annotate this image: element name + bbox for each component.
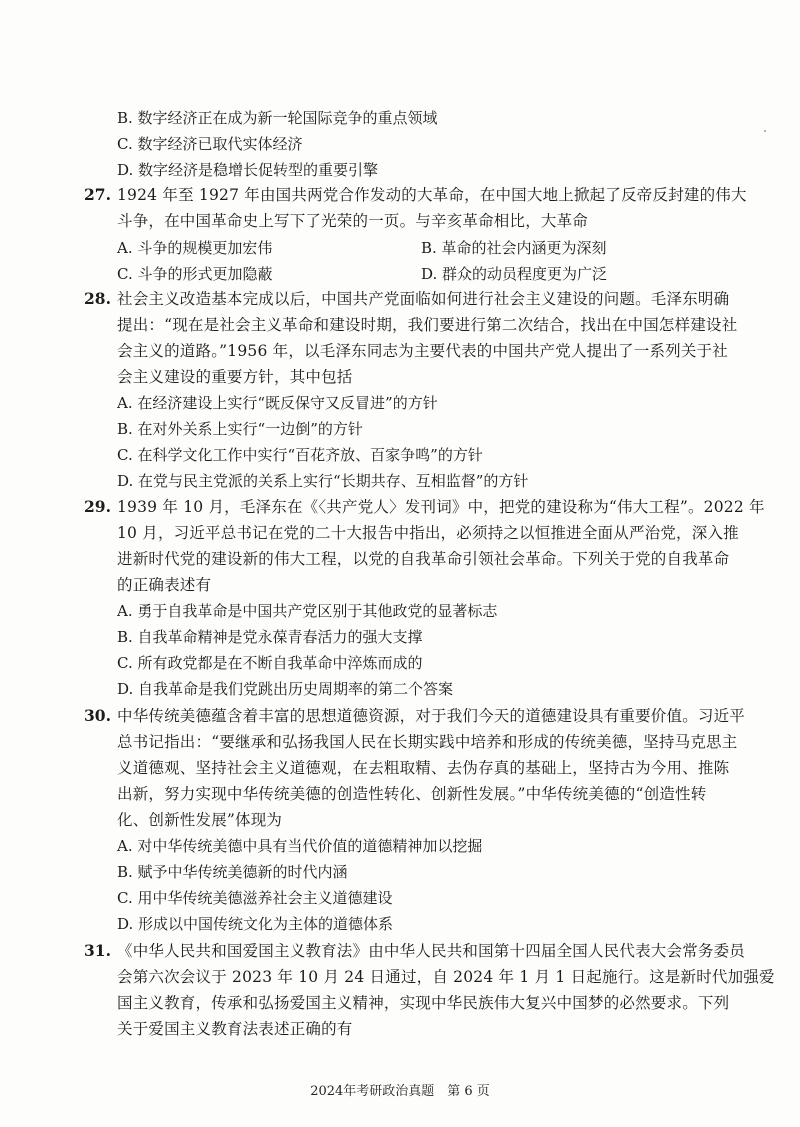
q31-stem-line: 国主义教育，传承和弘扬爱国主义精神，实现中华民族伟大复兴中国梦的必然要求。下列 xyxy=(117,994,730,1012)
q29-option-d: D. 自我革命是我们党跳出历史周期率的第二个答案 xyxy=(117,680,454,698)
q28-option-c: C. 在科学文化工作中实行“百花齐放、百家争鸣”的方针 xyxy=(117,446,483,464)
scan-speck xyxy=(764,130,766,132)
q26-option-d: D. 数字经济是稳增长促转型的重要引擎 xyxy=(117,161,379,179)
q26-option-b: B. 数字经济正在成为新一轮国际竞争的重点领域 xyxy=(117,109,438,127)
q29-option-b: B. 自我革命精神是党永葆青春活力的强大支撑 xyxy=(117,628,423,646)
q31-stem-line: 关于爱国主义教育法表述正确的有 xyxy=(117,1020,353,1038)
q28-option-a: A. 在经济建设上实行“既反保守又反冒进”的方针 xyxy=(117,394,438,412)
q28-option-b: B. 在对外关系上实行“一边倒”的方针 xyxy=(117,420,363,438)
q29-option-a: A. 勇于自我革命是中国共产党区别于其他政党的显著标志 xyxy=(117,602,498,620)
q30-stem-line: 中华传统美德蕴含着丰富的思想道德资源，对于我们今天的道德建设具有重要价值。习近平 xyxy=(117,707,746,725)
q26-option-c: C. 数字经济已取代实体经济 xyxy=(117,135,303,153)
q31-number: 31. xyxy=(84,941,111,960)
q31-stem-line: 《中华人民共和国爱国主义教育法》由中华人民共和国第十四届全国人民代表大会常务委员 xyxy=(117,942,746,960)
q30-option-b: B. 赋予中华传统美德新的时代内涵 xyxy=(117,863,348,881)
q29-option-c: C. 所有政党都是在不断自我革命中淬炼而成的 xyxy=(117,654,423,672)
q30-stem-line: 化、创新性发展”体现为 xyxy=(117,811,283,829)
q30-option-a: A. 对中华传统美德中具有当代价值的道德精神加以挖掘 xyxy=(117,837,483,855)
q28-stem-line: 会主义建设的重要方针，其中包括 xyxy=(117,368,353,386)
q27-option-a: A. 斗争的规模更加宏伟 xyxy=(117,239,273,257)
q28-number: 28. xyxy=(84,289,111,308)
q30-option-d: D. 形成以中国传统文化为主体的道德体系 xyxy=(117,915,394,933)
q27-option-d: D. 群众的动员程度更为广泛 xyxy=(421,265,608,283)
q29-stem-line: 10 月，习近平总书记在党的二十大报告中指出，必须持之以恒推进全面从严治党，深入推 xyxy=(117,524,739,542)
q27-number: 27. xyxy=(84,185,111,204)
q27-stem-line: 斗争，在中国革命史上写下了光荣的一页。与辛亥革命相比，大革命 xyxy=(117,212,589,230)
page-footer: 2024年考研政治真题 第 6 页 xyxy=(310,1084,490,1099)
q29-number: 29. xyxy=(84,497,111,516)
q31-stem-line: 会第六次会议于 2023 年 10 月 24 日通过，自 2024 年 1 月 1 日起施行。这是新时代加强爱 xyxy=(117,968,775,986)
q28-stem-line: 社会主义改造基本完成以后，中国共产党面临如何进行社会主义建设的问题。毛泽东明确 xyxy=(117,290,730,308)
q27-stem-line: 1924 年至 1927 年由国共两党合作发动的大革命，在中国大地上掀起了反帝反封建的伟大 xyxy=(117,186,747,204)
q28-stem-line: 会主义的道路。”1956 年，以毛泽东同志为主要代表的中国共产党人提出了一系列关于社 xyxy=(117,342,728,360)
q28-stem-line: 提出：“现在是社会主义革命和建设时期，我们要进行第二次结合，找出在中国怎样建设社 xyxy=(117,316,738,334)
q29-stem-line: 1939 年 10 月，毛泽东在《〈共产党人〉发刊词》中，把党的建设称为“伟大工程”。2022 年 xyxy=(117,498,765,516)
q29-stem-line: 进新时代党的建设新的伟大工程，以党的自我革命引领社会革命。下列关于党的自我革命 xyxy=(117,550,730,568)
q30-stem-line: 总书记指出：“要继承和弘扬我国人民在长期实践中培养和形成的传统美德，坚持马克思主 xyxy=(117,733,738,751)
q29-stem-line: 的正确表述有 xyxy=(117,576,212,594)
q30-stem-line: 出新，努力实现中华传统美德的创造性转化、创新性发展。”中华传统美德的“创造性转 xyxy=(117,785,707,803)
q28-option-d: D. 在党与民主党派的关系上实行“长期共存、互相监督”的方针 xyxy=(117,472,529,490)
q30-stem-line: 义道德观、坚持社会主义道德观，在去粗取精、去伪存真的基础上，坚持古为今用、推陈 xyxy=(117,759,730,777)
q30-option-c: C. 用中华传统美德滋养社会主义道德建设 xyxy=(117,889,393,907)
q27-option-c: C. 斗争的形式更加隐蔽 xyxy=(117,265,273,283)
q30-number: 30. xyxy=(84,706,111,725)
q27-option-b: B. 革命的社会内涵更为深刻 xyxy=(421,239,607,257)
